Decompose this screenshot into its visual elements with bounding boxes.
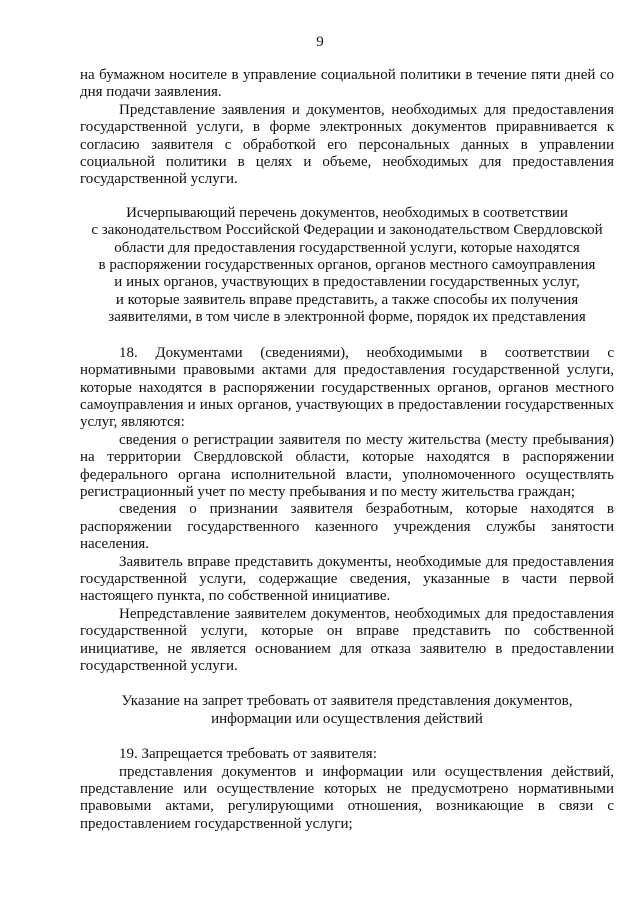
heading-line: информации или осуществления действий xyxy=(211,710,483,727)
heading-line: заявителями, в том числе в электронной форме, порядок их представления xyxy=(108,309,586,326)
paragraph-applicant-right: Заявитель вправе представить документы, необходимые для предоставления государственной услуги, содержащие сведения, указанные в части первой настоящего пункта, по собственной инициативе. xyxy=(80,553,614,605)
paragraph-electronic-documents: Представление заявления и документов, необходимых для предоставления государственной услуги, в форме электронных документов приравнивается к согласию заявителя с обработкой его персональных данных в управлении социальной политики в целях и объеме, необходимых для предоставления государственной услуги. xyxy=(80,101,614,188)
section-heading-document-list xyxy=(80,205,614,327)
heading-line: Исчерпывающий перечень документов, необходимых в соответствии xyxy=(126,204,568,221)
heading-line: области для предоставления государственной услуги, которые находятся xyxy=(114,239,580,256)
spacer xyxy=(80,327,614,345)
page-number: 9 xyxy=(316,34,324,50)
page-content xyxy=(80,67,614,833)
paragraph-item-19: 19. Запрещается требовать от заявителя: xyxy=(119,746,377,763)
paragraph-unemployment-info: сведения о признании заявителя безработным, которые находятся в распоряжении государственного казенного учреждения службы занятости населения. xyxy=(80,501,614,553)
heading-line: и иных органов, участвующих в предоставлении государственных услуг, xyxy=(114,274,580,291)
paragraph-non-submission: Непредставление заявителем документов, необходимых для предоставления государственной услуги, которые он вправе представить по собственной инициативе, не является основанием для отказа заявителю в предоставлении государственной услуги. xyxy=(80,605,614,674)
paragraph-continuation: на бумажном носителе в управление социальной политики в течение пяти дней со дня подачи заявления. xyxy=(80,67,614,101)
heading-line: в распоряжении государственных органов, органов местного самоуправления xyxy=(98,257,596,274)
paragraph-prohibited-requirements: представления документов и информации или осуществления действий, представление или осуществление которых не предусмотрено нормативными правовыми актами, регулирующими отношения, возникающие в связи с предоставлением государственной услуги; xyxy=(80,763,614,832)
paragraph-registration-info: сведения о регистрации заявителя по месту жительства (месту пребывания) на территории Свердловской области, которые находятся в распоряжении федерального органа исполнительной власти, уполномоченного осуществлять регистрационный учет по месту пребывания и по месту жительства граждан; xyxy=(80,431,614,500)
paragraph-item-18: 18. Документами (сведениями), необходимыми в соответствии с нормативными правовыми актами для предоставления государственной услуги, которые находятся в распоряжении государственных органов, органов местного самоуправления и иных органов, участвующих в предоставлении государственных услуг, являются: xyxy=(80,344,614,431)
heading-line: Указание на запрет требовать от заявителя представления документов, xyxy=(121,693,573,710)
spacer xyxy=(80,189,614,205)
spacer xyxy=(80,675,614,693)
heading-line: и которые заявитель вправе представить, а также способы их получения xyxy=(115,291,579,308)
spacer xyxy=(80,728,614,746)
section-heading-prohibition xyxy=(80,693,614,728)
heading-line: с законодательством Российской Федерации и законодательством Свердловской xyxy=(91,222,603,239)
